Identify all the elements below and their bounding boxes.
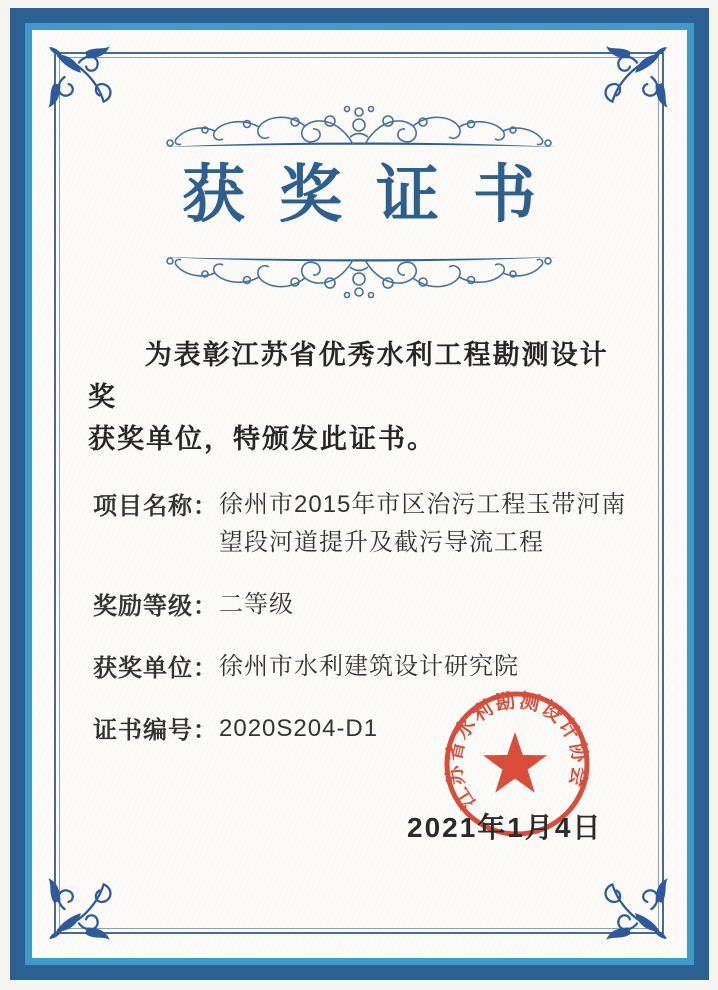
field-label: 证书编号： — [93, 717, 218, 744]
commendation-paragraph — [88, 334, 636, 460]
seal-organization-text: 江苏省水利勘测设计协会 — [443, 689, 591, 813]
field-label: 奖励等级： — [93, 593, 218, 620]
corner-flourish-icon — [598, 870, 672, 944]
title-flourish-bottom-icon — [159, 252, 559, 302]
field-award-winner — [93, 648, 638, 686]
project-value-line-1: 徐州市2015年市区治污工程玉带河南 — [219, 491, 627, 518]
field-value — [219, 486, 638, 562]
field-project-name — [93, 486, 638, 562]
commendation-line-1: 为表彰江苏省优秀水利工程勘测设计奖 — [88, 340, 609, 412]
project-value-line-2: 望段河道提升及截污导流工程 — [219, 529, 544, 556]
certificate-title: 获奖证书 — [182, 157, 570, 231]
field-award-grade — [93, 586, 638, 624]
field-value: 2020S204-D1 — [219, 715, 379, 742]
commendation-line-2: 获奖单位，特颁发此证书。 — [88, 424, 436, 454]
issue-date: 2021年1月4日 — [407, 812, 603, 843]
corner-flourish-icon — [598, 42, 672, 116]
field-label: 获奖单位： — [93, 655, 218, 682]
field-value: 二等级 — [219, 591, 294, 618]
corner-flourish-icon — [44, 42, 118, 116]
field-value: 徐州市水利建筑设计研究院 — [219, 653, 519, 680]
corner-flourish-icon — [44, 870, 118, 944]
title-flourish-top-icon — [159, 102, 559, 152]
seal-star-icon — [483, 732, 547, 793]
field-label: 项目名称： — [93, 493, 218, 520]
